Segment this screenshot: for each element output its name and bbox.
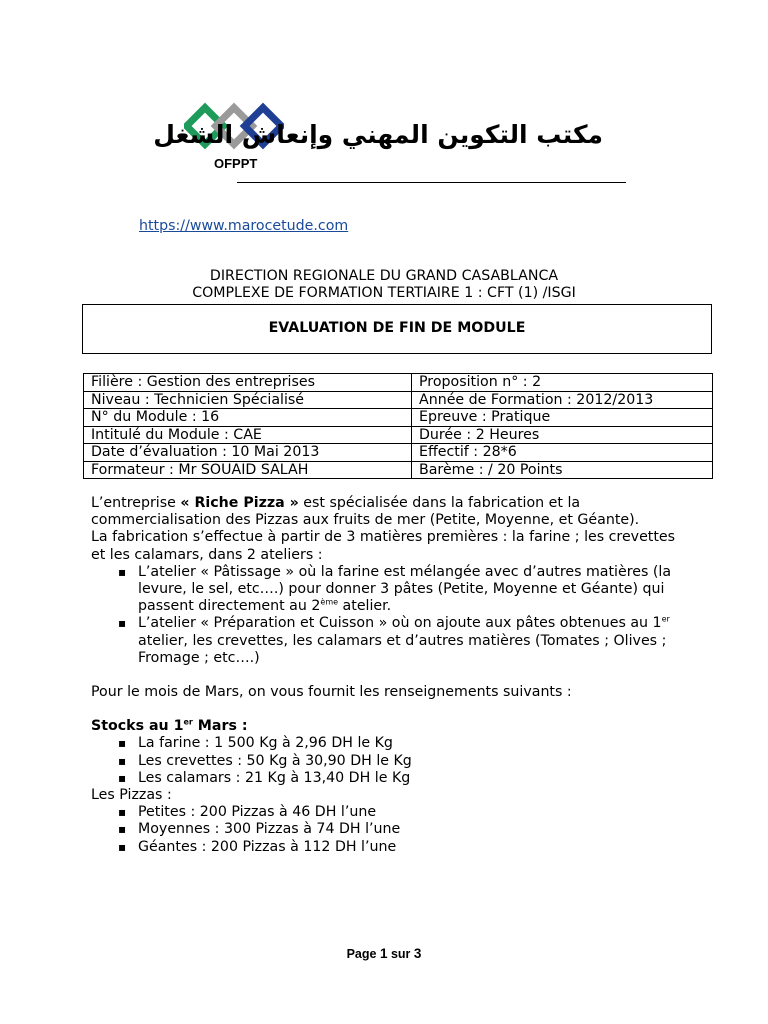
institution-line-2: COMPLEXE DE FORMATION TERTIAIRE 1 : CFT (1) /ISGI <box>192 285 576 301</box>
table-cell: Epreuve : Pratique <box>412 409 713 427</box>
table-cell: Barème : / 20 Points <box>412 461 713 479</box>
table-cell: Durée : 2 Heures <box>412 426 713 444</box>
list-item: ▪ Géantes : 200 Pizzas à 112 DH l’une <box>138 839 691 856</box>
table-row <box>84 444 713 462</box>
table-cell: Proposition n° : 2 <box>412 374 713 392</box>
table-cell: Formateur : Mr SOUAID SALAH <box>84 461 412 479</box>
table-row <box>84 374 713 392</box>
pizzas-label: Les Pizzas : <box>91 787 172 804</box>
website-link[interactable]: https://www.marocetude.com <box>139 218 349 234</box>
arabic-institution-title: مكتب التكوين المهني وإنعاش الشغل <box>153 120 603 149</box>
list-item: ▪ Les crevettes : 50 Kg à 30,90 DH le Kg <box>138 753 691 770</box>
stocks-title: Stocks au 1er Mars : <box>91 717 248 735</box>
table-cell: Date d’évaluation : 10 Mai 2013 <box>84 444 412 462</box>
logo-text: OFPPT <box>214 156 258 171</box>
table-cell: Année de Formation : 2012/2013 <box>412 391 713 409</box>
pizzas-list <box>91 804 691 856</box>
table-row <box>84 409 713 427</box>
list-item: ▪ La farine : 1 500 Kg à 2,96 DH le Kg <box>138 735 691 752</box>
intro-paragraph: L’entreprise « Riche Pizza » est spécialisée dans la fabrication et la commercialisation des Pizzas aux fruits de mer (Petite, Moyenne, et Géante). <box>91 495 640 529</box>
exam-body <box>91 495 691 856</box>
table-row <box>84 391 713 409</box>
table-cell: Intitulé du Module : CAE <box>84 426 412 444</box>
evaluation-title: EVALUATION DE FIN DE MODULE <box>268 320 526 336</box>
company-name: « Riche Pizza » <box>180 495 299 511</box>
list-item: ▪ Petites : 200 Pizzas à 46 DH l’une <box>138 804 691 821</box>
fabrication-paragraph: La fabrication s’effectue à partir de 3 matières premières : la farine ; les crevettes et les calamars, dans 2 ateliers : <box>91 529 676 563</box>
header-divider <box>237 182 626 183</box>
table-row <box>84 461 713 479</box>
table-cell: Niveau : Technicien Spécialisé <box>84 391 412 409</box>
table-cell: Effectif : 28*6 <box>412 444 713 462</box>
table-cell: Filière : Gestion des entreprises <box>84 374 412 392</box>
ateliers-list <box>91 564 691 667</box>
institution-line-1: DIRECTION REGIONALE DU GRAND CASABLANCA <box>209 268 559 284</box>
march-intro: Pour le mois de Mars, on vous fournit les renseignements suivants : <box>91 684 572 701</box>
list-item: ▪ L’atelier « Préparation et Cuisson » où on ajoute aux pâtes obtenues au 1er atelier, les crevettes, les calamars et d’autres matières (Tomates ; Olives ; Fromage ; etc….) <box>138 615 691 667</box>
table-cell: N° du Module : 16 <box>84 409 412 427</box>
module-info-table <box>83 373 713 479</box>
stocks-list <box>91 735 691 787</box>
list-item: ▪ L’atelier « Pâtissage » où la farine est mélangée avec d’autres matières (la levure, le sel, etc….) pour donner 3 pâtes (Petite, Moyenne et Géante) qui passent directement au 2ème atelier. <box>138 564 691 616</box>
list-item: ▪ Les calamars : 21 Kg à 13,40 DH le Kg <box>138 770 691 787</box>
page-footer: Page 1 sur 3 <box>346 946 422 961</box>
list-item: ▪ Moyennes : 300 Pizzas à 74 DH l’une <box>138 821 691 838</box>
table-row <box>84 426 713 444</box>
evaluation-title-box <box>82 304 712 354</box>
